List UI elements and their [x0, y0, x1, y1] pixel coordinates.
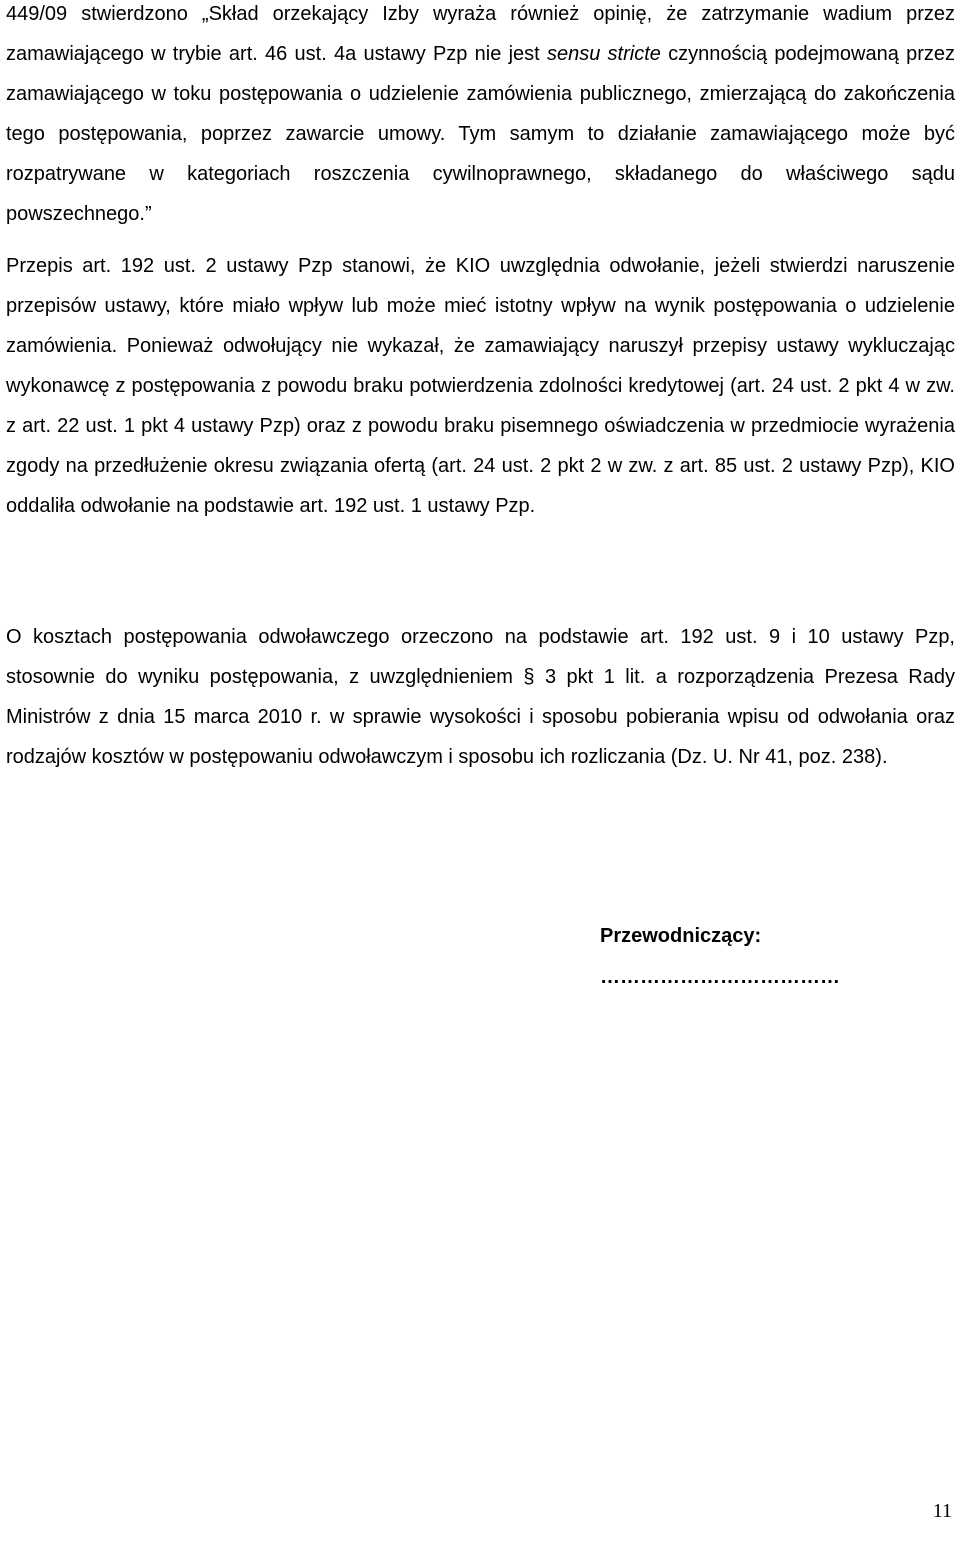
signature-line: ……………………………… — [600, 966, 840, 988]
paragraph-quote-part1: 449/09 stwierdzono „Skład orzekający Izby wyraża również opinię, że zatrzymanie wadium przez zamawiającego w trybie art. 46 ust. 4a ustawy Pzp nie jest — [6, 3, 955, 65]
paragraph-ruling: Przepis art. 192 ust. 2 ustawy Pzp stanowi, że KIO uwzględnia odwołanie, jeżeli stwierdzi naruszenie przepisów ustawy, które miało wpływ lub może mieć istotny wpływ na wynik postępowania o udzielenie zamówienia. Ponieważ odwołujący nie wykazał, że zamawiający naruszył przepisy ustawy wykluczając wykonawcę z postępowania z powodu braku potwierdzenia zdolności kredytowej (art. 24 ust. 2 pkt 4 w zw. z art. 22 ust. 1 pkt 4 ustawy Pzp) oraz z powodu braku pisemnego oświadczenia w przedmiocie wyrażenia zgody na przedłużenie okresu związania ofertą (art. 24 ust. 2 pkt 2 w zw. z art. 85 ust. 2 ustawy Pzp), KIO oddaliła odwołanie na podstawie art. 192 ust. 1 ustawy Pzp. — [6, 255, 955, 517]
paragraph-quote — [6, 0, 955, 234]
paragraph-quote-part2: czynnością podejmowaną przez zamawiającego w toku postępowania o udzielenie zamówienia publicznego, zmierzającą do zakończenia tego postępowania, poprzez zawarcie umowy. Tym samym to działanie zamawiającego może być rozpatrywane w kategoriach roszczenia cywilnoprawnego, składanego do właściwego sądu powszechnego.” — [6, 43, 955, 225]
page-number: 11 — [932, 1500, 952, 1522]
signature-title: Przewodniczący: — [600, 925, 762, 947]
paragraph-costs: O kosztach postępowania odwoławczego orzeczono na podstawie art. 192 ust. 9 i 10 ustawy Pzp, stosownie do wyniku postępowania, z uwzględnieniem § 3 pkt 1 lit. a rozporządzenia Prezesa Rady Ministrów z dnia 15 marca 2010 r. w sprawie wysokości i sposobu pobierania wpisu od odwołania oraz rodzajów kosztów w postępowaniu odwoławczym i sposobu ich rozliczania (Dz. U. Nr 41, poz. 238). — [6, 626, 955, 768]
paragraph-quote-italic: sensu stricte — [546, 43, 661, 65]
